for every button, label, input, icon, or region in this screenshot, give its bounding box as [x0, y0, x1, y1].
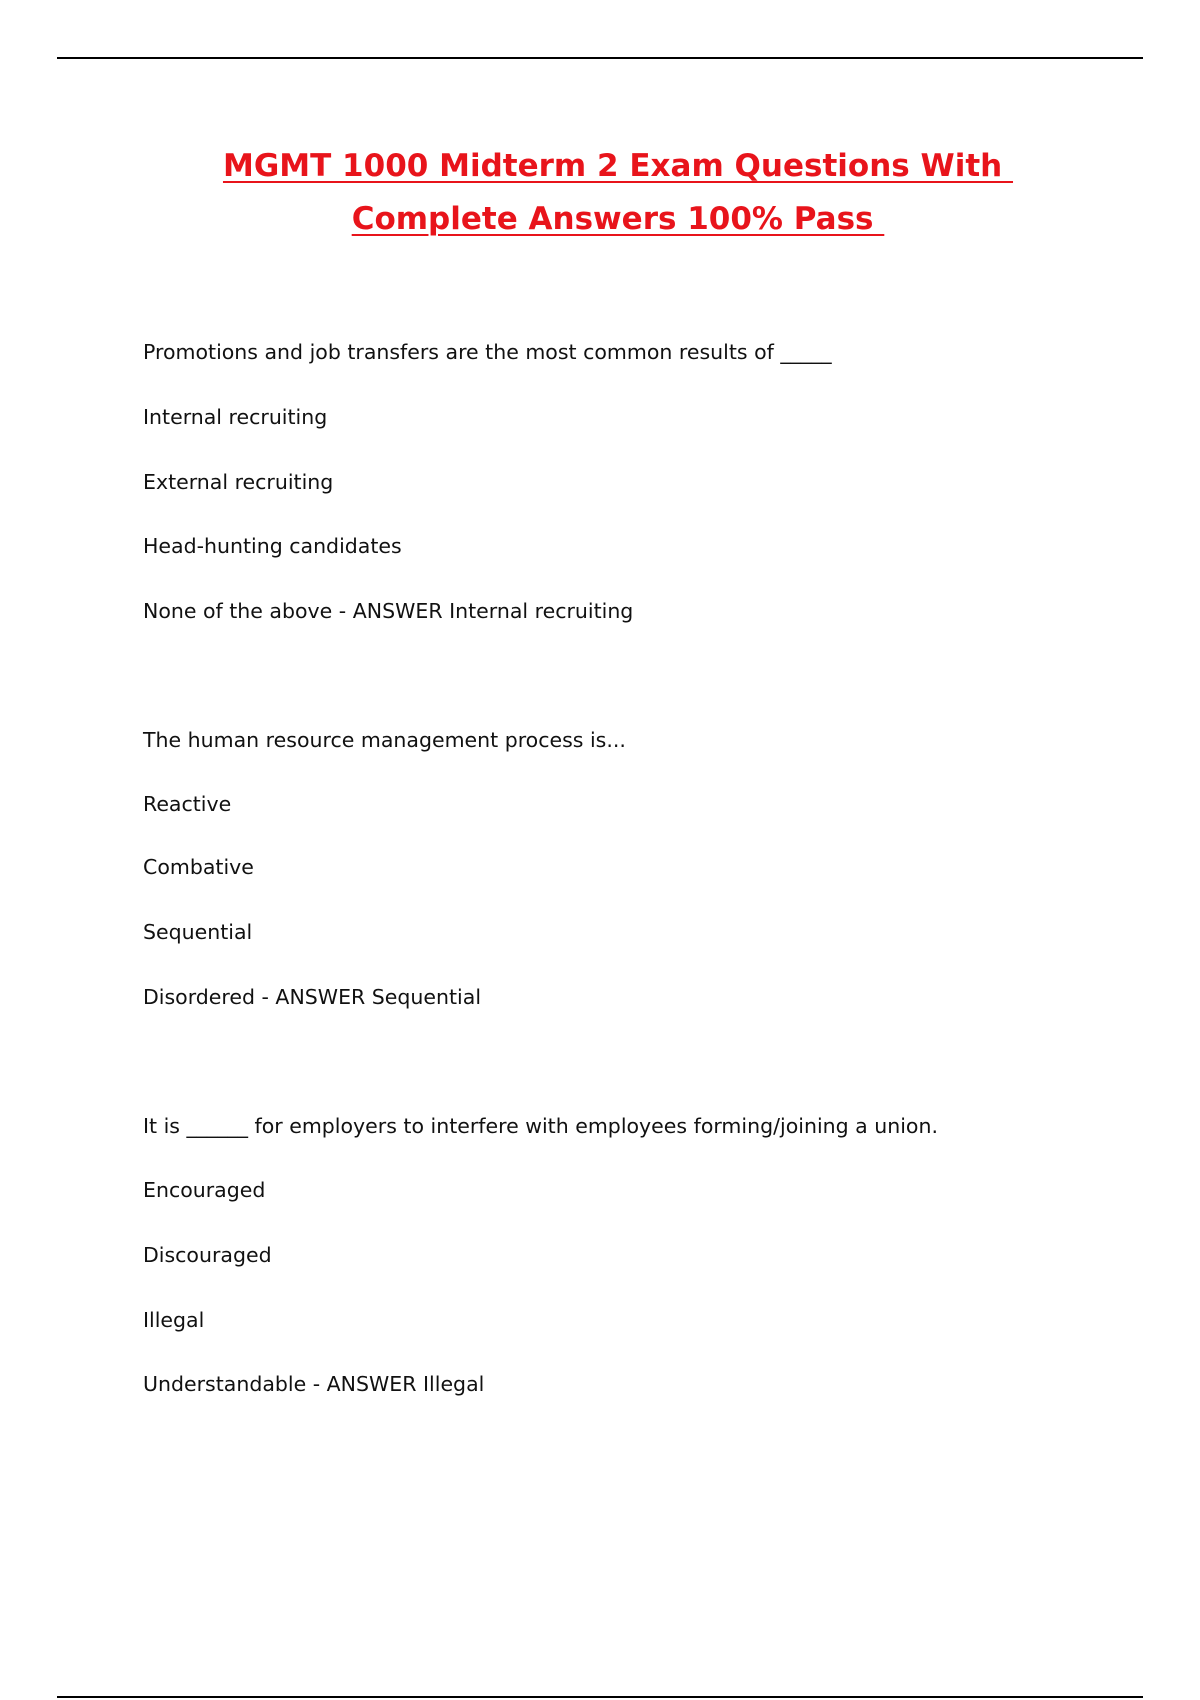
question-1-option-2: External recruiting: [143, 470, 334, 494]
question-1-prompt: Promotions and job transfers are the most common results of _____: [143, 340, 832, 364]
title-line-2: Complete Answers 100% Pass: [351, 201, 885, 237]
question-2-prompt: The human resource management process is...: [143, 728, 626, 752]
question-2-option-2: Combative: [143, 855, 254, 879]
title-line-1: MGMT 1000 Midterm 2 Exam Questions With: [222, 148, 1014, 184]
question-3-option-3: Illegal: [143, 1308, 205, 1332]
question-3-option-1: Encouraged: [143, 1178, 266, 1202]
question-1-option-1: Internal recruiting: [143, 405, 328, 429]
question-1-option-3: Head-hunting candidates: [143, 534, 402, 558]
top-rule: [57, 57, 1143, 59]
bottom-rule: [57, 1696, 1143, 1698]
question-3-option-4-answer: Understandable - ANSWER Illegal: [143, 1372, 485, 1396]
question-2-option-4-answer: Disordered - ANSWER Sequential: [143, 985, 482, 1009]
question-2-option-1: Reactive: [143, 792, 232, 816]
question-2-option-3: Sequential: [143, 920, 253, 944]
question-3-prompt: It is ______ for employers to interfere with employees forming/joining a union.: [143, 1114, 938, 1138]
question-1-option-4-answer: None of the above - ANSWER Internal recruiting: [143, 599, 634, 623]
question-3-option-2: Discouraged: [143, 1243, 272, 1267]
document-title: [0, 140, 1200, 246]
